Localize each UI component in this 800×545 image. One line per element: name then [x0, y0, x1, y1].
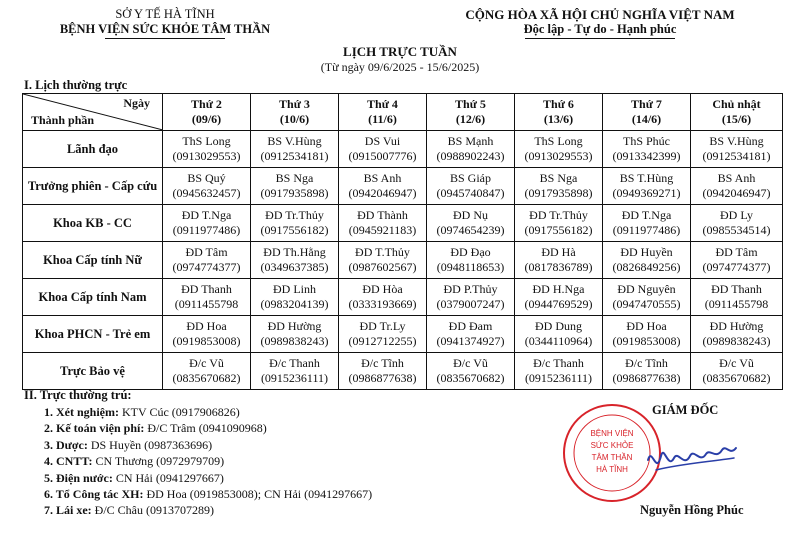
staff-name: BS V.Hùng	[267, 134, 322, 148]
table-row	[23, 131, 783, 168]
staff-phone: (0974654239)	[436, 223, 505, 237]
staff-name: Đ/c Vũ	[453, 356, 488, 370]
table-header-row	[23, 94, 783, 131]
staff-name: BS Anh	[363, 171, 402, 185]
day-name: Thứ 2	[191, 97, 222, 111]
staff-name: ĐD Tâm	[715, 245, 758, 259]
list-item	[44, 502, 372, 518]
resident-duty-list	[44, 404, 372, 519]
staff-name: ĐD Thành	[357, 208, 408, 222]
duty-value: Đ/C Trâm (0941090968)	[144, 421, 267, 436]
day-name: Thứ 5	[455, 97, 486, 111]
staff-name: BS Anh	[717, 171, 756, 185]
list-item	[44, 404, 372, 420]
staff-name: ĐD T.Nga	[181, 208, 232, 222]
duty-cell	[691, 131, 783, 168]
staff-name: ĐD Tr.Thủy	[529, 208, 588, 222]
staff-phone: (0913029553)	[172, 149, 241, 163]
duty-cell	[251, 205, 339, 242]
duty-cell	[603, 242, 691, 279]
duty-cell	[603, 205, 691, 242]
staff-name: ĐD Đam	[448, 319, 493, 333]
staff-phone: (0349637385)	[260, 260, 329, 274]
duty-cell	[339, 242, 427, 279]
table-row	[23, 242, 783, 279]
staff-name: Đ/c Tĩnh	[625, 356, 668, 370]
staff-name: BS T.Hùng	[619, 171, 674, 185]
staff-name: Đ/c Vũ	[719, 356, 754, 370]
section-1-heading: I. Lịch thường trực	[24, 78, 128, 92]
duty-cell	[515, 242, 603, 279]
day-date: (14/6)	[631, 112, 662, 126]
staff-phone: (0912534181)	[260, 149, 329, 163]
staff-name: ĐD T.Thủy	[355, 245, 410, 259]
duty-cell	[163, 316, 251, 353]
staff-name: ĐD P.Thủy	[443, 282, 498, 296]
duty-cell	[691, 205, 783, 242]
duty-cell	[515, 205, 603, 242]
stamp-line-1: BỆNH VIỆN	[590, 429, 634, 438]
day-header	[603, 94, 691, 131]
department-cell: Lãnh đạo	[23, 131, 163, 168]
document-title: LỊCH TRỰC TUẦN	[343, 44, 457, 59]
staff-phone: (0912712255)	[348, 334, 417, 348]
staff-phone: (0915236111)	[260, 371, 329, 385]
staff-name: Đ/c Thanh	[533, 356, 584, 370]
staff-phone: (0917556182)	[524, 223, 593, 237]
staff-phone: (0949369271)	[612, 186, 681, 200]
staff-phone: (0911455798	[174, 297, 239, 311]
day-date: (15/6)	[721, 112, 752, 126]
staff-phone: (0911977486)	[172, 223, 241, 237]
day-date: (10/6)	[279, 112, 310, 126]
duty-cell	[427, 316, 515, 353]
duty-cell	[251, 353, 339, 390]
department-cell: Khoa Cấp tính Nam	[23, 279, 163, 316]
duty-cell	[515, 279, 603, 316]
staff-phone: (0835670682)	[172, 371, 241, 385]
department-cell: Khoa PHCN - Trẻ em	[23, 316, 163, 353]
staff-phone: (0917935898)	[260, 186, 329, 200]
corner-member-label: Thành phần	[31, 113, 95, 127]
duty-cell	[251, 168, 339, 205]
duty-cell	[163, 279, 251, 316]
staff-name: ĐD Hoa	[626, 319, 667, 333]
duty-cell	[339, 353, 427, 390]
handwritten-signature	[648, 448, 736, 463]
duty-cell	[691, 316, 783, 353]
duty-value: ĐD Hoa (0919853008); CN Hải (0941297667)	[143, 487, 373, 502]
staff-name: BS Quý	[187, 171, 226, 185]
staff-name: Đ/c Tĩnh	[361, 356, 404, 370]
section-2-heading: II. Trực thường trú:	[24, 388, 132, 402]
table-row	[23, 316, 783, 353]
duty-label: 2. Kế toán viện phí:	[44, 421, 145, 436]
day-name: Thứ 4	[367, 97, 398, 111]
staff-phone: (0974774377)	[702, 260, 771, 274]
staff-phone: (0945740847)	[436, 186, 505, 200]
staff-name: ĐD Thanh	[181, 282, 232, 296]
table-body	[23, 131, 783, 390]
duty-cell	[251, 279, 339, 316]
hospital-name: BỆNH VIỆN SỨC KHỎE TÂM THẦN	[59, 22, 271, 36]
duty-cell	[515, 353, 603, 390]
staff-phone: (0915236111)	[524, 371, 593, 385]
duty-cell	[515, 131, 603, 168]
staff-phone: (0983204139)	[260, 297, 329, 311]
staff-phone: (0945632457)	[172, 186, 241, 200]
date-range: (Từ ngày 09/6/2025 - 15/6/2025)	[320, 60, 480, 74]
duty-cell	[251, 316, 339, 353]
stamp-line-3: TÂM THẦN	[591, 453, 633, 462]
issuer-underline	[105, 38, 225, 39]
table-row	[23, 279, 783, 316]
duty-label: 3. Dược:	[44, 437, 88, 452]
stamp-seal	[564, 405, 660, 501]
staff-name: Đ/c Thanh	[269, 356, 320, 370]
staff-phone: (0333193669)	[348, 297, 417, 311]
duty-cell	[603, 316, 691, 353]
staff-name: BS Mạnh	[447, 134, 494, 148]
day-name: Thứ 3	[279, 97, 310, 111]
staff-phone: (0986877638)	[612, 371, 681, 385]
duty-schedule-table	[22, 93, 783, 390]
day-name: Thứ 7	[631, 97, 662, 111]
department-cell: Trưởng phiên - Cấp cứu	[23, 168, 163, 205]
table-row	[23, 168, 783, 205]
day-date: (12/6)	[455, 112, 486, 126]
duty-cell	[339, 131, 427, 168]
staff-phone: (0915007776)	[348, 149, 417, 163]
duty-value: Đ/C Châu (0913707289)	[91, 503, 214, 518]
staff-name: ĐD Linh	[273, 282, 316, 296]
duty-cell	[163, 205, 251, 242]
duty-value: CN Thương (0972979709)	[92, 454, 225, 469]
list-item	[44, 470, 372, 486]
day-date: (11/6)	[368, 112, 397, 126]
duty-label: 7. Lái xe:	[44, 503, 92, 518]
staff-name: ĐD Tr.Ly	[359, 319, 406, 333]
department-cell: Trực Bảo vệ	[23, 353, 163, 390]
day-header	[163, 94, 251, 131]
duty-label: 6. Tổ Công tác XH:	[44, 487, 144, 502]
day-date: (09/6)	[191, 112, 222, 126]
staff-phone: (0826849256)	[612, 260, 681, 274]
staff-phone: (0989838243)	[260, 334, 329, 348]
table-row	[23, 205, 783, 242]
duty-cell	[427, 353, 515, 390]
staff-phone: (0988902243)	[436, 149, 505, 163]
staff-name: DS Vui	[364, 134, 401, 148]
staff-name: BS Nga	[539, 171, 578, 185]
staff-phone: (0912534181)	[702, 149, 771, 163]
duty-cell	[339, 279, 427, 316]
duty-cell	[427, 242, 515, 279]
stamp-line-4: HÀ TĨNH	[596, 465, 628, 474]
staff-phone: (0344110964)	[524, 334, 593, 348]
corner-day-label: Ngày	[123, 96, 150, 110]
duty-cell	[339, 168, 427, 205]
duty-value: DS Huyền (0987363696)	[87, 437, 213, 452]
duty-cell	[691, 168, 783, 205]
day-header	[691, 94, 783, 131]
staff-phone: (0919853008)	[172, 334, 241, 348]
staff-name: ĐD Hường	[267, 319, 322, 333]
staff-name: ĐD Hoa	[186, 319, 227, 333]
staff-phone: (0942046947)	[702, 186, 771, 200]
staff-phone: (0942046947)	[348, 186, 417, 200]
day-header	[515, 94, 603, 131]
staff-phone: (0911977486)	[612, 223, 681, 237]
staff-phone: (0945921183)	[348, 223, 417, 237]
staff-name: ĐD Ly	[720, 208, 753, 222]
staff-phone: (0947470555)	[612, 297, 681, 311]
staff-phone: (0817836789)	[524, 260, 593, 274]
duty-cell	[691, 242, 783, 279]
hospital-stamp	[560, 398, 740, 508]
staff-name: ĐD Nụ	[453, 208, 488, 222]
staff-name: ĐD Tâm	[185, 245, 228, 259]
director-name: Nguyễn Hồng Phúc	[640, 503, 744, 517]
staff-name: ĐD Đạo	[450, 245, 491, 259]
day-header	[339, 94, 427, 131]
staff-name: BS Nga	[275, 171, 314, 185]
staff-name: ĐD H.Nga	[532, 282, 585, 296]
table-row	[23, 353, 783, 390]
list-item	[44, 486, 372, 502]
day-date: (13/6)	[543, 112, 574, 126]
list-item	[44, 437, 372, 453]
list-item	[44, 420, 372, 436]
staff-phone: (0379007247)	[436, 297, 505, 311]
duty-cell	[603, 131, 691, 168]
staff-name: ĐD Huyền	[620, 245, 673, 259]
duty-cell	[691, 279, 783, 316]
day-header	[427, 94, 515, 131]
duty-cell	[427, 279, 515, 316]
duty-label: 4. CNTT:	[44, 454, 93, 469]
day-name: Chủ nhật	[712, 97, 761, 111]
duty-cell	[515, 168, 603, 205]
staff-name: BS V.Hùng	[709, 134, 764, 148]
table-corner-cell	[23, 94, 163, 131]
staff-phone: (0948118653)	[436, 260, 505, 274]
duty-cell	[427, 131, 515, 168]
staff-name: Đ/c Vũ	[189, 356, 224, 370]
stamp-line-2: SỨC KHỎE	[590, 441, 634, 450]
duty-cell	[603, 168, 691, 205]
staff-name: ĐD Hường	[709, 319, 764, 333]
duty-value: CN Hải (0941297667)	[112, 470, 224, 485]
national-heading	[400, 7, 800, 39]
staff-name: ĐD Tr.Thủy	[265, 208, 324, 222]
staff-name: ĐD Thanh	[711, 282, 762, 296]
staff-name: ĐD Th.Hằng	[263, 245, 326, 259]
duty-cell	[163, 168, 251, 205]
duty-cell	[427, 168, 515, 205]
motto-underline	[525, 38, 675, 39]
duty-cell	[427, 205, 515, 242]
duty-cell	[163, 353, 251, 390]
department-cell: Khoa KB - CC	[23, 205, 163, 242]
staff-phone: (0835670682)	[436, 371, 505, 385]
duty-cell	[515, 316, 603, 353]
staff-name: ĐD Dung	[535, 319, 582, 333]
staff-name: ĐD Hòa	[362, 282, 403, 296]
staff-phone: (0917556182)	[260, 223, 329, 237]
country-name: CỘNG HÒA XÃ HỘI CHỦ NGHĨA VIỆT NAM	[465, 7, 735, 22]
day-header	[251, 94, 339, 131]
staff-name: ĐD T.Nga	[621, 208, 672, 222]
duty-cell	[251, 242, 339, 279]
day-name: Thứ 6	[543, 97, 574, 111]
issuer-block	[0, 7, 330, 39]
staff-phone: (0911455798	[704, 297, 769, 311]
duty-cell	[603, 279, 691, 316]
staff-name: ĐD Hà	[541, 245, 576, 259]
staff-name: ThS Long	[534, 134, 583, 148]
staff-name: BS Giáp	[449, 171, 491, 185]
staff-name: ThS Phúc	[622, 134, 670, 148]
duty-value: KTV Cúc (0917906826)	[119, 405, 240, 419]
duty-label: 5. Điện nước:	[44, 470, 113, 485]
director-title: GIÁM ĐỐC	[652, 403, 719, 417]
staff-phone: (0987602567)	[348, 260, 417, 274]
national-motto: Độc lập - Tự do - Hạnh phúc	[523, 22, 677, 36]
staff-phone: (0913029553)	[524, 149, 593, 163]
staff-name: ĐD Nguyên	[617, 282, 676, 296]
staff-phone: (0941374927)	[436, 334, 505, 348]
duty-cell	[163, 242, 251, 279]
ministry-name: SỞ Y TẾ HÀ TĨNH	[115, 7, 215, 21]
list-item	[44, 453, 372, 469]
staff-phone: (0986877638)	[348, 371, 417, 385]
staff-phone: (0917935898)	[524, 186, 593, 200]
duty-cell	[339, 205, 427, 242]
staff-phone: (0974774377)	[172, 260, 241, 274]
duty-cell	[691, 353, 783, 390]
staff-phone: (0944769529)	[524, 297, 593, 311]
staff-phone: (0989838243)	[702, 334, 771, 348]
duty-label: 1. Xét nghiệm:	[44, 405, 119, 419]
duty-cell	[251, 131, 339, 168]
staff-phone: (0913342399)	[612, 149, 681, 163]
staff-phone: (0835670682)	[702, 371, 771, 385]
staff-phone: (0985534514)	[702, 223, 771, 237]
department-cell: Khoa Cấp tính Nữ	[23, 242, 163, 279]
duty-cell	[163, 131, 251, 168]
staff-phone: (0919853008)	[612, 334, 681, 348]
staff-name: ThS Long	[182, 134, 231, 148]
duty-cell	[339, 316, 427, 353]
duty-cell	[603, 353, 691, 390]
